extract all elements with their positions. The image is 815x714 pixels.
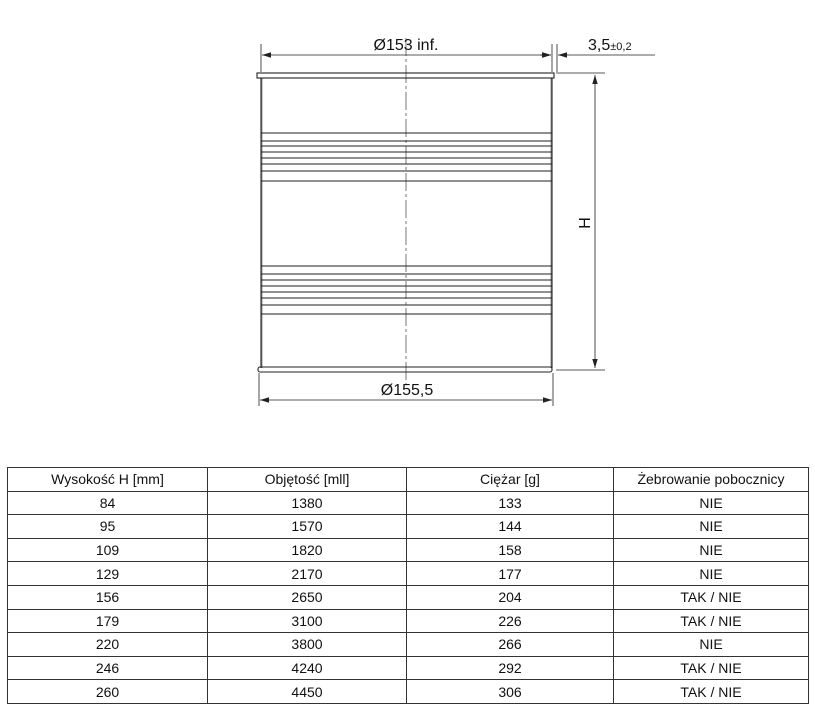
- cell-weight: 266: [407, 633, 614, 657]
- bottom-diameter-label: Ø155,5: [380, 382, 434, 399]
- cell-ribbing: NIE: [614, 633, 809, 657]
- header-height: Wysokość H [mm]: [8, 468, 208, 492]
- cell-volume: 1820: [208, 538, 407, 562]
- can-body: [257, 73, 554, 372]
- cell-ribbing: TAK / NIE: [614, 656, 809, 680]
- cell-ribbing: TAK / NIE: [614, 680, 809, 704]
- can-top-rim: [257, 73, 554, 78]
- dimensions-table: [7, 467, 809, 704]
- table-row: [8, 515, 809, 539]
- cell-height: 260: [8, 680, 208, 704]
- cell-weight: 226: [407, 609, 614, 633]
- table-row: [8, 609, 809, 633]
- can-bottom-rim: [258, 367, 552, 372]
- table-row: [8, 633, 809, 657]
- cell-height: 95: [8, 515, 208, 539]
- cell-height: 84: [8, 491, 208, 515]
- cell-volume: 3100: [208, 609, 407, 633]
- cell-volume: 3800: [208, 633, 407, 657]
- cell-height: 246: [8, 656, 208, 680]
- cell-height: 109: [8, 538, 208, 562]
- cell-weight: 204: [407, 585, 614, 609]
- cell-ribbing: TAK / NIE: [614, 585, 809, 609]
- cell-weight: 292: [407, 656, 614, 680]
- cell-volume: 1380: [208, 491, 407, 515]
- cell-volume: 1570: [208, 515, 407, 539]
- table-row: [8, 491, 809, 515]
- cell-weight: 133: [407, 491, 614, 515]
- table-row: [8, 562, 809, 586]
- lower-rib-group: [261, 266, 552, 314]
- height-label: H: [577, 217, 594, 229]
- table-row: [8, 538, 809, 562]
- upper-rib-group: [261, 133, 552, 181]
- cell-weight: 158: [407, 538, 614, 562]
- top-diameter-label: Ø153 inf.: [373, 37, 439, 54]
- flange-label: 3,5±0,2: [588, 37, 632, 54]
- table-row: [8, 656, 809, 680]
- header-weight: Ciężar [g]: [407, 468, 614, 492]
- cell-volume: 2170: [208, 562, 407, 586]
- cell-height: 129: [8, 562, 208, 586]
- cell-volume: 4240: [208, 656, 407, 680]
- cell-ribbing: NIE: [614, 491, 809, 515]
- cell-height: 179: [8, 609, 208, 633]
- cell-weight: 306: [407, 680, 614, 704]
- cell-volume: 4450: [208, 680, 407, 704]
- cell-height: 156: [8, 585, 208, 609]
- cell-volume: 2650: [208, 585, 407, 609]
- table-row: [8, 680, 809, 704]
- table-header-row: [8, 468, 809, 492]
- table-row: [8, 585, 809, 609]
- cell-ribbing: NIE: [614, 538, 809, 562]
- cell-ribbing: NIE: [614, 562, 809, 586]
- header-ribbing: Żebrowanie pobocznicy: [614, 468, 809, 492]
- cell-weight: 177: [407, 562, 614, 586]
- cell-weight: 144: [407, 515, 614, 539]
- header-volume: Objętość [mll]: [208, 468, 407, 492]
- cell-ribbing: TAK / NIE: [614, 609, 809, 633]
- cell-ribbing: NIE: [614, 515, 809, 539]
- cell-height: 220: [8, 633, 208, 657]
